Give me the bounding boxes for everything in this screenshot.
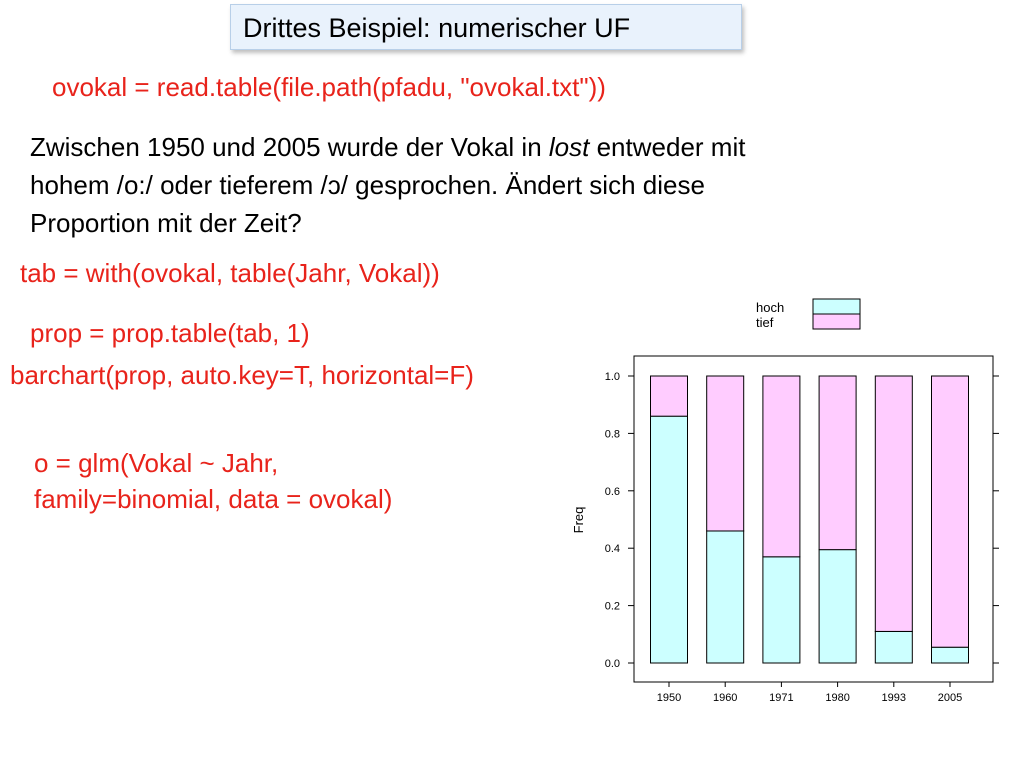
code-prop-table: prop = prop.table(tab, 1) (30, 318, 310, 348)
paragraph-line-1: Zwischen 1950 und 2005 wurde der Vokal in lost entweder mit (30, 132, 746, 162)
legend-swatch-tief (813, 314, 860, 329)
y-tick-label: 0.6 (604, 485, 620, 498)
x-tick-label: 1980 (825, 692, 850, 704)
bar-hoch (875, 631, 912, 663)
x-tick-label: 1971 (769, 692, 794, 704)
code-read-table: ovokal = read.table(file.path(pfadu, "ovokal.txt")) (52, 72, 606, 102)
bar-tief (763, 376, 800, 557)
bar-hoch (763, 557, 800, 663)
bar-hoch (932, 647, 969, 663)
legend-label-hoch: hoch (756, 300, 785, 315)
legend-label-tief: tief (756, 315, 774, 330)
y-axis-label: Freq (571, 506, 586, 534)
bar-tief (932, 376, 969, 647)
y-tick-label: 0.8 (604, 428, 620, 441)
x-tick-label: 1993 (881, 692, 907, 704)
legend-swatch-hoch (813, 299, 860, 314)
y-tick-label: 0.4 (604, 543, 620, 556)
bar-tief (819, 376, 856, 550)
code-barchart: barchart(prop, auto.key=T, horizontal=F) (10, 360, 474, 390)
y-tick-label: 0.2 (604, 600, 620, 613)
paragraph-line-2: hohem /o:/ oder tieferem /ɔ/ gesprochen. Ändert sich diese (30, 170, 705, 200)
x-tick-label: 2005 (937, 692, 963, 704)
bar-tief (707, 376, 744, 531)
x-tick-label: 1960 (712, 692, 738, 704)
bar-hoch (651, 416, 688, 663)
paragraph-line-3: Proportion mit der Zeit? (30, 208, 302, 238)
bar-hoch (707, 531, 744, 663)
y-tick-label: 0.0 (604, 658, 620, 670)
x-tick-label: 1950 (656, 692, 682, 704)
code-glm-line-1: o = glm(Vokal ~ Jahr, (34, 448, 279, 478)
code-table: tab = with(ovokal, table(Jahr, Vokal)) (20, 258, 440, 288)
y-tick-label: 1.0 (604, 371, 620, 383)
italic-word: lost (548, 132, 590, 162)
bar-tief (875, 376, 912, 631)
slide-title: Drittes Beispiel: numerischer UF (243, 13, 631, 43)
code-glm-line-2: family=binomial, data = ovokal) (34, 484, 393, 514)
bar-tief (651, 376, 688, 416)
bar-hoch (819, 550, 856, 663)
